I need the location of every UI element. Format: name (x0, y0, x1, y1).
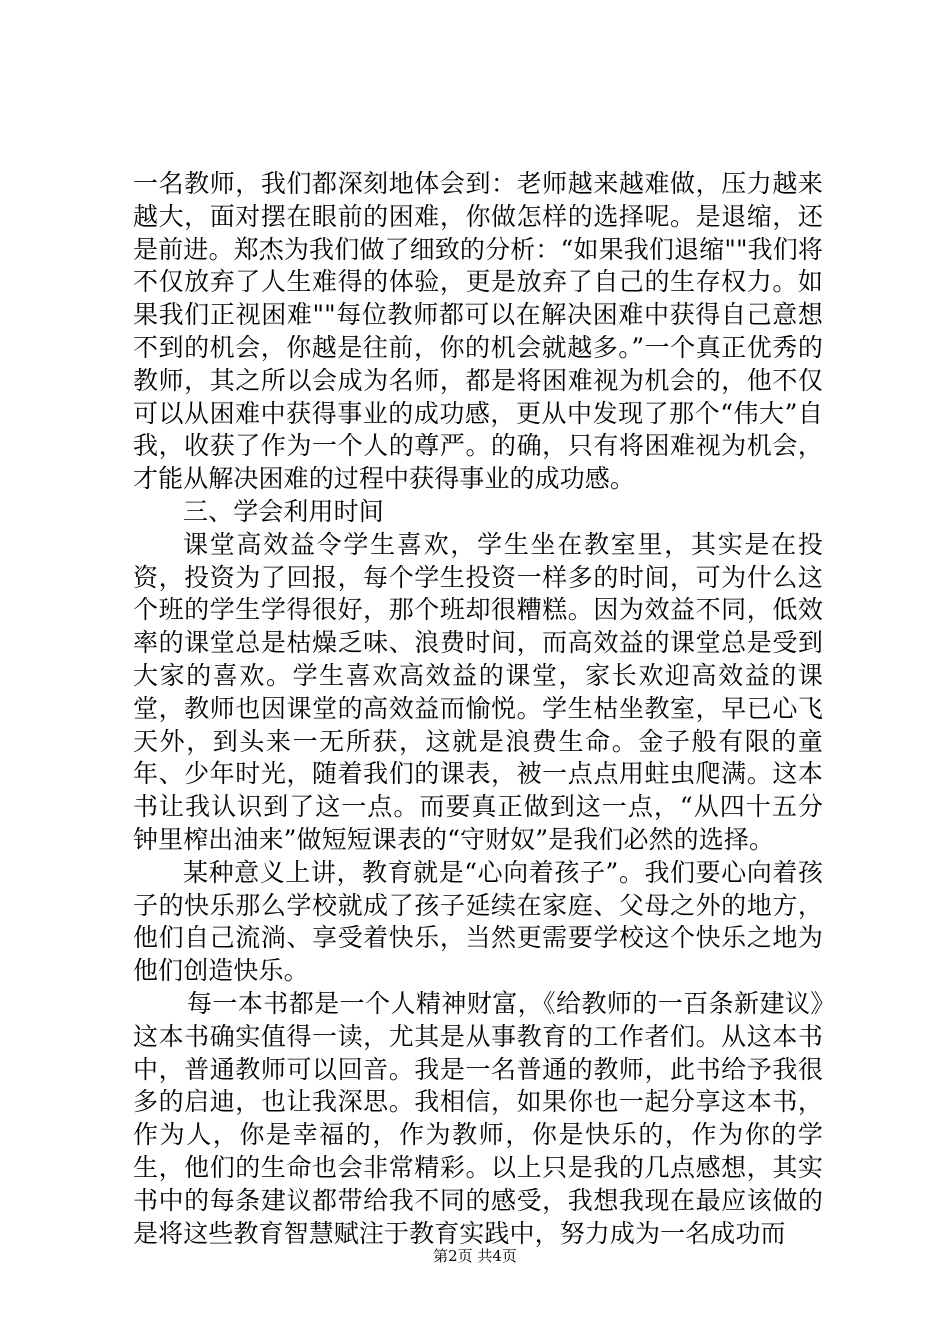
paragraph-heart-to-children: 某种意义上讲，教育就是“心向着孩子”。我们要心向着孩子的快乐那么学校就成了孩子延续在家庭、父母之外的地方，他们自己流淌、享受着快乐，当然更需要学校这个快乐之地为他们创造快乐。 (133, 857, 823, 986)
paragraph-time-use: 课堂高效益令学生喜欢，学生坐在教室里，其实是在投资，投资为了回报，每个学生投资一样多的时间，可为什么这个班的学生学得很好，那个班却很糟糕。因为效益不同，低效率的课堂总是枯燥乏味、浪费时间，而高效益的课堂总是受到大家的喜欢。学生喜欢高效益的课堂，家长欢迎高效益的课堂，教师也因课堂的高效益而愉悦。学生枯坐教室，早已心飞天外，到头来一无所获，这就是浪费生命。金子般有限的童年、少年时光，随着我们的课表，被一点点用蛀虫爬满。这本书让我认识到了这一点。而要真正做到这一点，“从四十五分钟里榨出油来”做短短课表的“守财奴”是我们必然的选择。 (133, 529, 823, 854)
paragraph-continuation: 一名教师，我们都深刻地体会到：老师越来越难做，压力越来越大，面对摆在眼前的困难，你做怎样的选择呢。是退缩，还是前进。郑杰为我们做了细致的分析：“如果我们退缩""我们将不仅放弃了人生难得的体验，更是放弃了自己的生存权力。如果我们正视困难""每位教师都可以在解决困难中获得自己意想不到的机会，你越是往前，你的机会就越多。”一个真正优秀的教师，其之所以会成为名师，都是将困难视为机会的，他不仅可以从困难中获得事业的成功感，更从中发现了那个“伟大”自我，收获了作为一个人的尊严。的确，只有将困难视为机会，才能从解决困难的过程中获得事业的成功感。 (133, 169, 823, 494)
page-footer: 第2页 共4页 (433, 1247, 517, 1265)
paragraph-book-reflection: 每一本书都是一个人精神财富，《给教师的一百条新建议》这本书确实值得一读，尤其是从事教育的工作者们。从这本书中，普通教师可以回音。我是一名普通的教师，此书给予我很多的启迪，也让我深思。我相信，如果你也一起分享这本书，作为人，你是幸福的，作为教师，你是快乐的，作为你的学生，他们的生命也会非常精彩。以上只是我的几点感想，其实书中的每条建议都带给我不同的感受，我想我现在最应该做的是将这些教育智慧赋注于教育实践中，努力成为一名成功而 (133, 988, 823, 1248)
section-heading: 三、学会利用时间 (183, 496, 384, 526)
document-body (133, 168, 823, 1250)
